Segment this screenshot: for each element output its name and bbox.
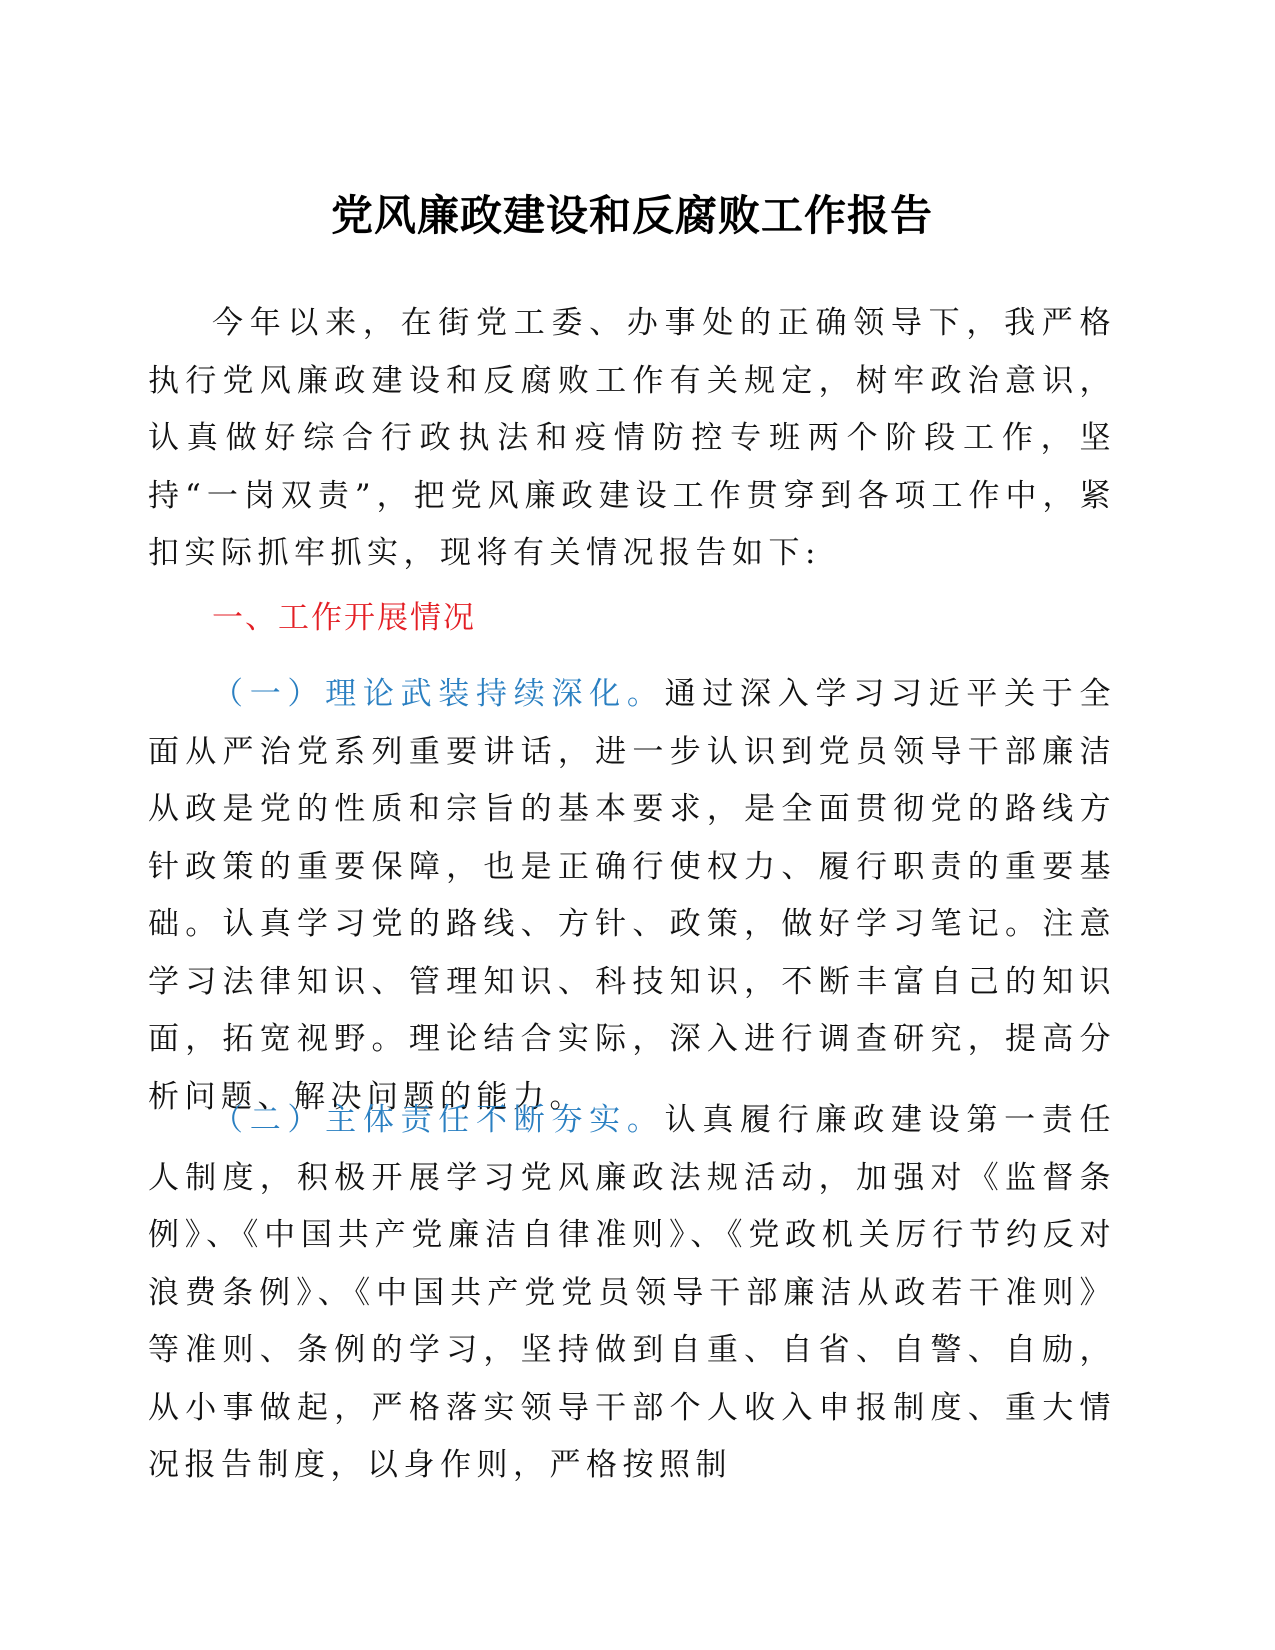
subsection-text-theory: 通过深入学习习近平关于全面从严治党系列重要讲话，进一步认识到党员领导干部廉洁从政是党的性质和宗旨的基本要求，是全面贯彻党的路线方针政策的重要保障，也是正确行使权力、履行职责的重要基础。认真学习党的路线、方针、政策，做好学习笔记。注意学习法律知识、管理知识、科技知识，不断丰富自己的知识面，拓宽视野。理论结合实际，深入进行调查研究，提高分析问题、解决问题的能力。 [148,676,1116,1115]
subsection-heading-theory: （一）理论武装持续深化。 [212,676,665,712]
section-heading-work-progress: 一、工作开展情况 [212,600,476,636]
subsection-paragraph-theory [148,666,1116,1126]
subsection-paragraph-responsibility [148,1092,1116,1495]
document-page [148,0,1116,1650]
subsection-heading-responsibility: （二）主体责任不断夯实。 [212,1102,665,1138]
document-title: 党风廉政建设和反腐败工作报告 [330,191,933,240]
subsection-text-responsibility: 认真履行廉政建设第一责任人制度，积极开展学习党风廉政法规活动，加强对《监督条例》、《中国共产党廉洁自律准则》、《党政机关厉行节约反对浪费条例》、《中国共产党党员领导干部廉洁从政若干准则》等准则、条例的学习，坚持做到自重、自省、自警、自励，从小事做起，严格落实领导干部个人收入申报制度、重大情况报告制度，以身作则，严格按照制 [148,1102,1116,1483]
intro-paragraph: 今年以来，在街党工委、办事处的正确领导下，我严格执行党风廉政建设和反腐败工作有关规定，树牢政治意识，认真做好综合行政执法和疫情防控专班两个阶段工作，坚持“一岗双责”，把党风廉政建设工作贯穿到各项工作中，紧扣实际抓牢抓实，现将有关情况报告如下: [148,305,1116,571]
